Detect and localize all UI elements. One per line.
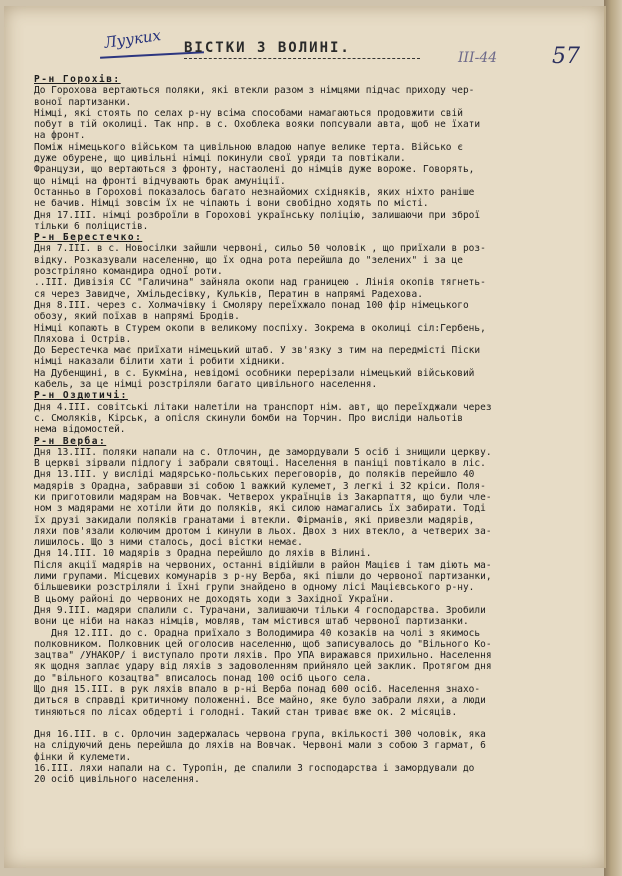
text-line: В церкві зірвали підлогу і забрали святощі. Населення в паніці повтікало в ліс.	[34, 458, 486, 470]
document-body	[34, 74, 600, 785]
archive-reference: III-44	[458, 50, 498, 66]
text-line: воної партизанки.	[34, 96, 132, 108]
text-line: відку. Розказували населенню, що їх одна рота перейшла до "зелених" і за це	[34, 254, 463, 266]
text-line: Дня 14.ІІІ. 10 мадярів з Орадна перейшло до ляхів в Вілині.	[34, 548, 372, 560]
text-line: диться в справді критичному положенні. Все майно, яке було забрали ляхи, а люди	[34, 695, 486, 707]
text-line: Дня 13.ІІІ. поляки напали на с. Отлочин, де замордували 5 осіб і знищили церкву.	[34, 446, 492, 458]
text-line: розстріляно командира одної роти.	[34, 266, 223, 278]
text-line: німці наказали білити хати і робити хідники.	[34, 356, 286, 368]
text-line: зацтва" /УНАКОР/ і виступало проти ляхів. Про УПА виражався прихильно. Населення	[34, 650, 492, 662]
text-line: ..ІІІ. Дивізія СС "Галичина" зайняла окопи над границею . Лінія окопів тягнеть-	[34, 277, 486, 289]
text-line: Останньо в Горохові показалось багато незнайомих східняків, яких ніхто раніше	[34, 186, 475, 198]
text-line: як щодня заплає удару від ляхів з задоволенням прийняло цей заклик. Протягом дня	[34, 661, 492, 673]
text-line: їх друзі закидали поляків гранатами і втекли. Фірманів, які привезли мадярів,	[34, 514, 475, 526]
handwritten-name: Лууких	[103, 26, 162, 52]
text-line: побут в тій околиці. Так нпр. в с. Охоблека вояки попсували авта, щоб не їхати	[34, 119, 481, 131]
text-line: полковником. Полковник цей оголосив населенню, щоб записувалось до "Вільного Ко-	[34, 638, 492, 650]
text-line: ки приготовили мадярам на Вовчак. Четверох українців із Закарпаття, що були чле-	[34, 491, 492, 503]
text-line: Поміж німецького військом та цивільною владою напуе велике терта. Військо є	[34, 141, 463, 153]
text-line: Дня 4.ІІІ. совітські літаки налетіли на транспорт нім. авт, що переїхджали через	[34, 401, 492, 413]
page-number: 57	[552, 44, 580, 69]
text-line: Дня 9.ІІІ. мадяри спалили с. Турачани, залишаючи тільки 4 господарства. Зробили	[34, 604, 486, 616]
text-line: вони це ніби на наказ німців, мовляв, там містився штаб червоної партизанки.	[34, 616, 469, 628]
text-line: не бачив. Німці зовсім їх не чіпають і вони свобідно ходять по місті.	[34, 198, 429, 210]
section-title: Р-н Берестечко:	[34, 232, 143, 244]
text-line: Пляхова і Острів.	[34, 333, 132, 345]
text-line: Французи, що вертаються з фронту, настаолені до німців дуже вороже. Говорять,	[34, 164, 475, 176]
text-line: До Горохова вертаються поляки, які втекли разом з німцями підчас приходу чер-	[34, 85, 475, 97]
text-line: 16.ІІІ. ляхи напали на с. Туропін, де спалили 3 господарства і замордували до	[34, 762, 475, 774]
text-line: Дня 16.ІІІ. в с. Орлочин задержалась червона група, вкількості 300 чоловік, яка	[34, 728, 486, 740]
title-underline	[184, 58, 420, 59]
text-line: обозу, який поїхав в напрямі Бродів.	[34, 311, 240, 323]
binding-spine	[604, 0, 622, 876]
document-page	[4, 6, 606, 868]
text-line: кабель, за це німці розстріляли багато цивільного населення.	[34, 379, 378, 391]
text-line: ном з мадярами не хотіли йти до поляків, які силою намагались їх забирати. Тоді	[34, 503, 486, 515]
text-line: дуже обурене, що цивільні німці покинули свої уряди та повтікали.	[34, 153, 406, 165]
text-line: нема відомостей.	[34, 424, 126, 436]
text-line: Дня 7.ІІІ. в с. Новосілки зайшли червоні, сильо 50 чоловік , що приїхали в роз-	[34, 243, 486, 255]
text-line: лими групами. Місцевих комунарів з р-ну Верба, які пішли до червоної партизанки,	[34, 571, 492, 583]
page-header	[4, 16, 604, 69]
text-line: до "вільного козацтва" вписалось понад 100 осіб цього села.	[34, 672, 372, 684]
section-title: Р-н Оздютичі:	[34, 390, 128, 402]
text-line: Німці, які стоять по селах р-ну всіма способами намагаються продовжити свій	[34, 107, 463, 119]
text-line: До Берестечка має приїхати німецький штаб. У зв'язку з тим на передмісті Піски	[34, 345, 481, 357]
text-line: лишилось. Що з ними сталось, досі вістки немає.	[34, 537, 303, 549]
text-line: Дня 8.ІІІ. через с. Холмачівку і Смоляру переїхжало понад 100 фір німецького	[34, 299, 469, 311]
text-line: с. Смоляків, Кірськ, а опісля скинули бомби на Торчин. Про висліди нальотів	[34, 412, 463, 424]
text-line: Що дня 15.ІІІ. в рук ляхів впало в р-ні Верба понад 600 осіб. Населення знахо-	[34, 684, 481, 696]
text-line: Дня 17.ІІІ. німці розброїли в Горохові українську поліцію, залишаючи при зброї	[34, 209, 481, 221]
section-title: Р-н Горохів:	[34, 74, 121, 85]
text-line: фінки й кулемети.	[34, 751, 132, 763]
text-line: більшевики розстріляли і їхні групи знайдено в одному лісі Мацієвського р-ну.	[34, 582, 475, 594]
text-line: на фронт.	[34, 130, 86, 142]
section-gap	[34, 718, 600, 729]
text-line: ляхи пов'язали колючим дротом і кинули в льох. Двох з них втекло, а четверих за-	[34, 525, 492, 537]
text-line: 20 осіб цивільного населення.	[34, 774, 200, 786]
document-title: ВІСТКИ З ВОЛИНІ.	[184, 40, 351, 56]
text-line: ся через Завидче, Хмільдесівку, Кульків, Ператин в напрямі Радехова.	[34, 288, 423, 300]
text-line: тиняються по лісах обдерті і голодні. Такий стан триває вже ок. 2 місяців.	[34, 706, 458, 718]
text-line: на слідуючий день перейшла до ляхів на Вовчак. Червоні мали з собою 3 гармат, 6	[34, 740, 486, 752]
text-line: На Дубенщині, в с. Букміна, невідомі особники перерізали німецький військовий	[34, 367, 475, 379]
text-line: Дня 13.ІІІ. у висліді мадярсько-польських переговорів, до поляків перейшло 40	[34, 469, 475, 481]
text-line: мадярів з Орадна, забравши зі собою 1 важкий кулемет, 3 легкі і 32 кріси. Поля-	[34, 480, 486, 492]
text-line: тільки 6 поліцистів.	[34, 220, 149, 232]
text-line: Дня 12.ІІІ. до с. Орадна приїхало з Володимира 40 козаків на чолі з якимось	[34, 627, 481, 639]
text-line: що німці на фронті відчувають брак амуніції.	[34, 175, 286, 187]
text-line: Після акції мадярів на червоних, останні відійшли в район Мацієв і там діють ма-	[34, 559, 492, 571]
section-title: Р-н Верба:	[34, 435, 107, 447]
text-line: В цьому районі до червоних не доходять ходи з Західної України.	[34, 593, 395, 605]
text-line: Німці копають в Стурем окопи в великому поспіху. Зокрема в околиці сіл:Гербень,	[34, 322, 486, 334]
